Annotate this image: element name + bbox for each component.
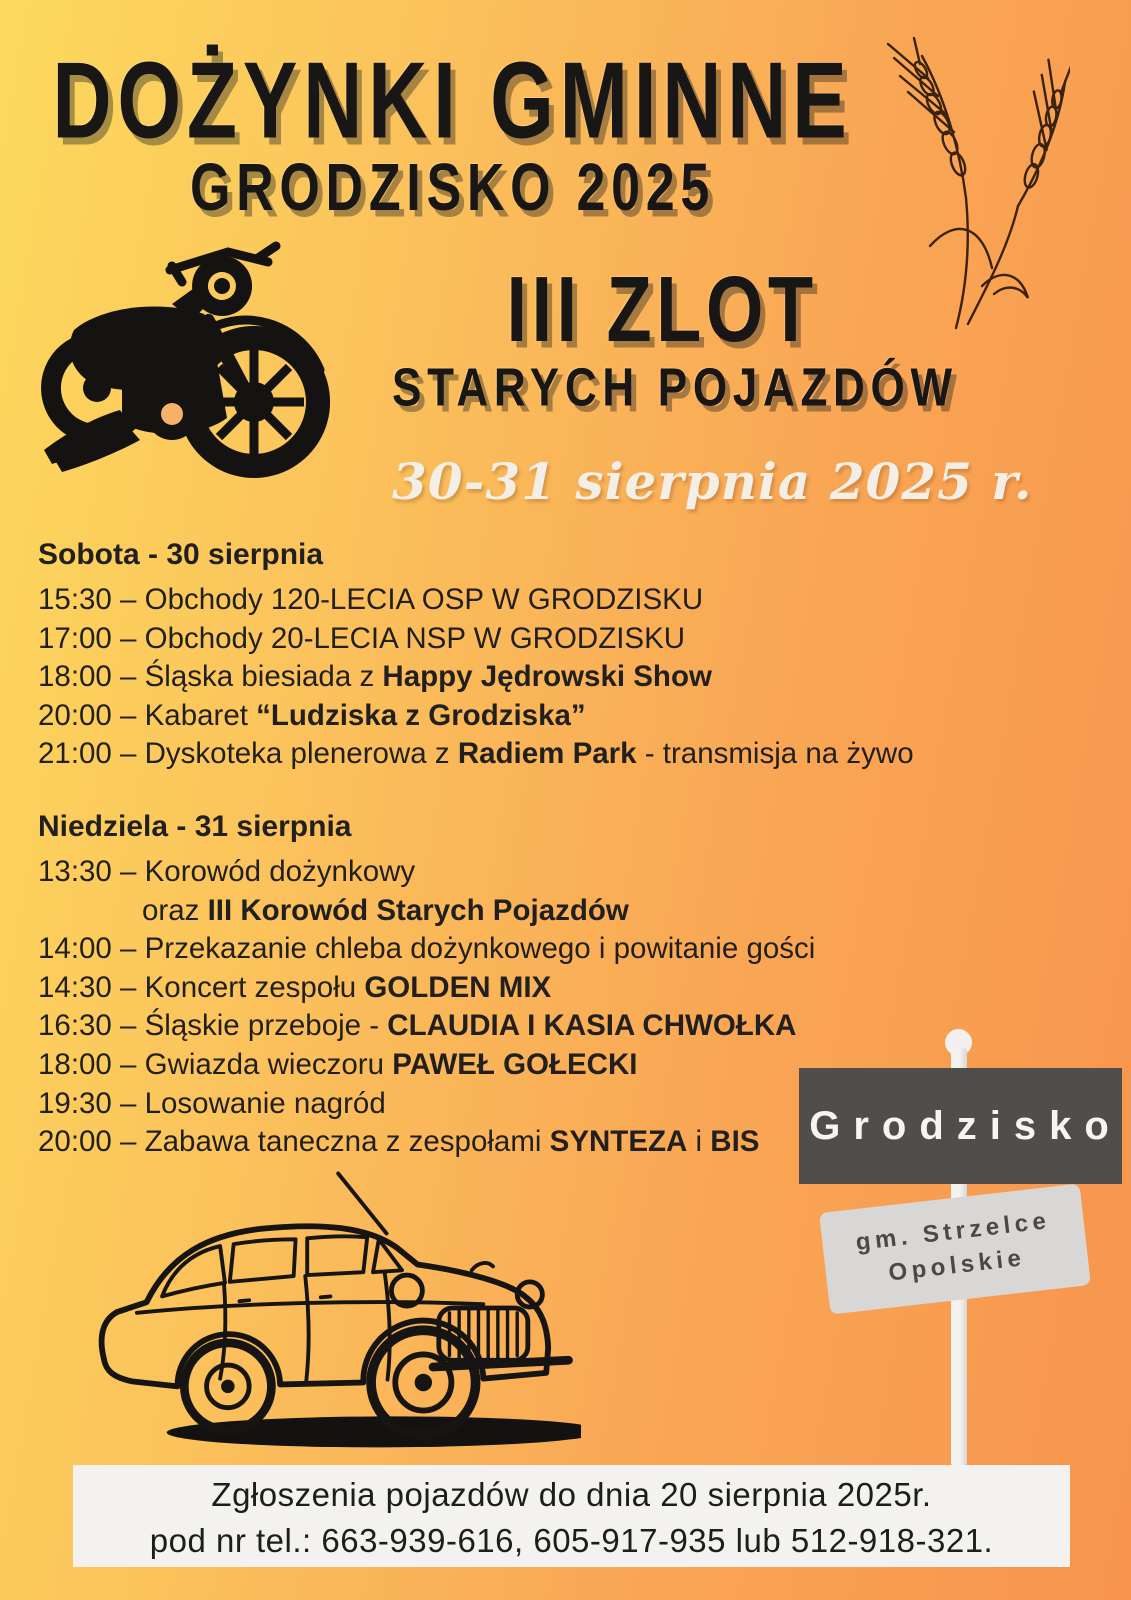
schedule-item: 18:00 – Śląska biesiada z Happy Jędrowski Show <box>38 660 712 694</box>
subtitle-rally-2: STARYCH POJAZDÓW <box>392 358 958 418</box>
schedule-saturday <box>38 538 978 774</box>
subtitle-rally: III ZLOT <box>506 257 818 361</box>
schedule-item: 19:30 – Losowanie nagród <box>38 1086 386 1120</box>
schedule-item: 20:00 – Zabawa taneczna z zespołami SYNTEZA i BIS <box>38 1125 760 1159</box>
municipality-line1: gm. Strzelce <box>854 1207 1052 1257</box>
page-title: DOŻYNKI GMINNE <box>52 41 853 162</box>
registration-deadline: Zgłoszenia pojazdów do dnia 20 sierpnia 2025r. <box>211 1476 932 1513</box>
schedule-item: 21:00 – Dyskoteka plenerowa z Radiem Park - transmisja na żywo <box>38 737 914 771</box>
vintage-car-illustration <box>76 1158 581 1458</box>
schedule-item: 18:00 – Gwiazda wieczoru PAWEŁ GOŁECKI <box>38 1047 638 1081</box>
place-sign <box>799 1068 1122 1184</box>
schedule-item: 15:30 – Obchody 120-LECIA OSP W GRODZISKU <box>38 583 704 616</box>
municipality-sign <box>819 1183 1091 1314</box>
schedule-item: 17:00 – Obchody 20-LECIA NSP W GRODZISKU <box>38 621 686 655</box>
schedule-item: 13:30 – Korowód dożynkowy <box>38 855 416 888</box>
schedule-item: 16:30 – Śląskie przeboje - CLAUDIA I KASIA CHWOŁKA <box>38 1009 797 1043</box>
registration-phones: pod nr tel.: 663-939-616, 605-917-935 lub 512-918-321. <box>149 1522 994 1559</box>
motorcycle-illustration <box>22 222 334 484</box>
schedule-sunday-header: Niedziela - 31 sierpnia <box>38 810 352 843</box>
page-subtitle-year: GRODZISKO 2025 <box>189 151 716 226</box>
schedule-item: 14:30 – Koncert zespołu GOLDEN MIX <box>38 970 552 1004</box>
schedule-item: 14:00 – Przekazanie chleba dożynkowego i powitanie gości <box>38 932 816 966</box>
schedule-item: 20:00 – Kabaret “Ludziska z Grodziska” <box>38 698 586 732</box>
event-date: 30-31 sierpnia 2025 r. <box>392 452 1033 511</box>
schedule-item: oraz III Korowód Starych Pojazdów <box>142 893 629 927</box>
registration-info-box <box>73 1465 1070 1567</box>
schedule-saturday-header: Sobota - 30 sierpnia <box>38 538 324 571</box>
place-sign-label: Grodzisko <box>809 1103 1122 1148</box>
municipality-line2: Opolskie <box>887 1244 1027 1287</box>
